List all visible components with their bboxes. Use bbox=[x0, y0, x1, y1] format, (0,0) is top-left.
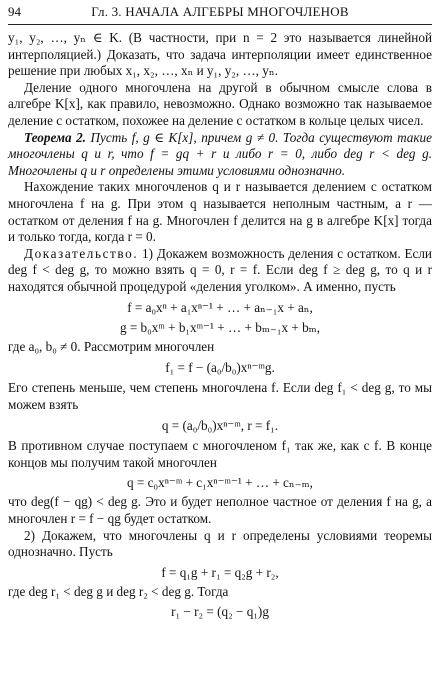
paragraph-definitions: Нахождение таких многочленов q и r называется делением с остатком многочлена f на g. При этом q называется неполным частным, а r — остатком от деления f на g. Многочлен f делится на g в алгебре K[x] тогда и только тогда, когда r = 0. bbox=[8, 179, 432, 245]
formula-difference: r₁ − r₂ = (q₂ − q₁)g bbox=[171, 604, 269, 620]
formula-f1: f₁ = f − (a₀/b₀)xⁿ⁻ᵐg. bbox=[165, 360, 275, 376]
paragraph-interpolation: y₁, y₂, …, yₙ ∈ K. (В частности, при n = 2 это называется линейной интерполяцией.) Доказать, что задача интерполяции имеет единственное решение при любых x₁, x₂, …, xₙ и y₁, y₂, …, yₙ. bbox=[8, 30, 432, 79]
formula-uniqueness: f = q₁g + r₁ = q₂g + r₂, bbox=[161, 564, 279, 580]
theorem-statement: Пусть f, g ∈ K[x], причем g ≠ 0. Тогда существуют такие многочлены q и r, что f = gq + r и либо r = 0, либо deg r < deg g. Многочлены q и r определены этими условиями однозначно. bbox=[8, 129, 432, 178]
page-body bbox=[8, 30, 432, 620]
page-header bbox=[8, 4, 432, 22]
formula-q-r: q = (a₀/b₀)xⁿ⁻ᵐ, r = f₁. bbox=[161, 418, 279, 434]
paragraph-otherwise: В противном случае поступаем с многочленом f₁ так же, как с f. В конце концов мы получим такой многочлен bbox=[8, 438, 432, 470]
formula-g: g = b₀xᵐ + b₁xᵐ⁻¹ + … + bₘ₋₁x + bₘ, bbox=[119, 319, 321, 335]
formula-q-expansion: q = c₀xⁿ⁻ᵐ + c₁xⁿ⁻ᵐ⁻¹ + … + cₙ₋ₘ, bbox=[127, 475, 313, 491]
theorem-2 bbox=[8, 130, 432, 180]
paragraph-degree-check: Его степень меньше, чем степень многочлена f. Если deg f₁ < deg g, то мы можем взять bbox=[8, 380, 432, 412]
theorem-label: Теорема 2. bbox=[24, 129, 86, 145]
proof-part-1-text: 1) Докажем возможность деления с остатком. Если deg f < deg g, то можно взять q = 0, r = f. Если deg f ≥ deg g, то q и r находятся обычной процедурой «деления уголком». А именно, пусть bbox=[8, 245, 432, 294]
paragraph-degree-bounds: где deg r₁ < deg g и deg r₂ < deg g. Тогда bbox=[8, 583, 229, 599]
proof-label: Доказательство. bbox=[24, 245, 139, 261]
page-number: 94 bbox=[8, 4, 21, 19]
paragraph-division-intro: Деление одного многочлена на другой в обычном смысле слова в алгебре K[x], как правило, невозможно. Однако возможно так называемое деление с остатком, похожее на деление с остатком в кольце целых чисел. bbox=[8, 79, 432, 128]
proof-part-2: 2) Докажем, что многочлены q и r определены условиями теоремы однозначно. Пусть bbox=[8, 527, 432, 560]
header-rule bbox=[8, 24, 432, 25]
proof-part-1 bbox=[8, 246, 432, 296]
running-head: Гл. 3. НАЧАЛА АЛГЕБРЫ МНОГОЧЛЕНОВ bbox=[91, 4, 349, 19]
paragraph-quotient-remainder: что deg(f − qg) < deg g. Это и будет неполное частное от деления f на g, а многочлен r = f − qg будет остатком. bbox=[8, 494, 432, 527]
paragraph-leading-coeffs: где a₀, b₀ ≠ 0. Рассмотрим многочлен bbox=[8, 338, 215, 354]
formula-f: f = a₀xⁿ + a₁xⁿ⁻¹ + … + aₙ₋₁x + aₙ, bbox=[127, 299, 313, 315]
